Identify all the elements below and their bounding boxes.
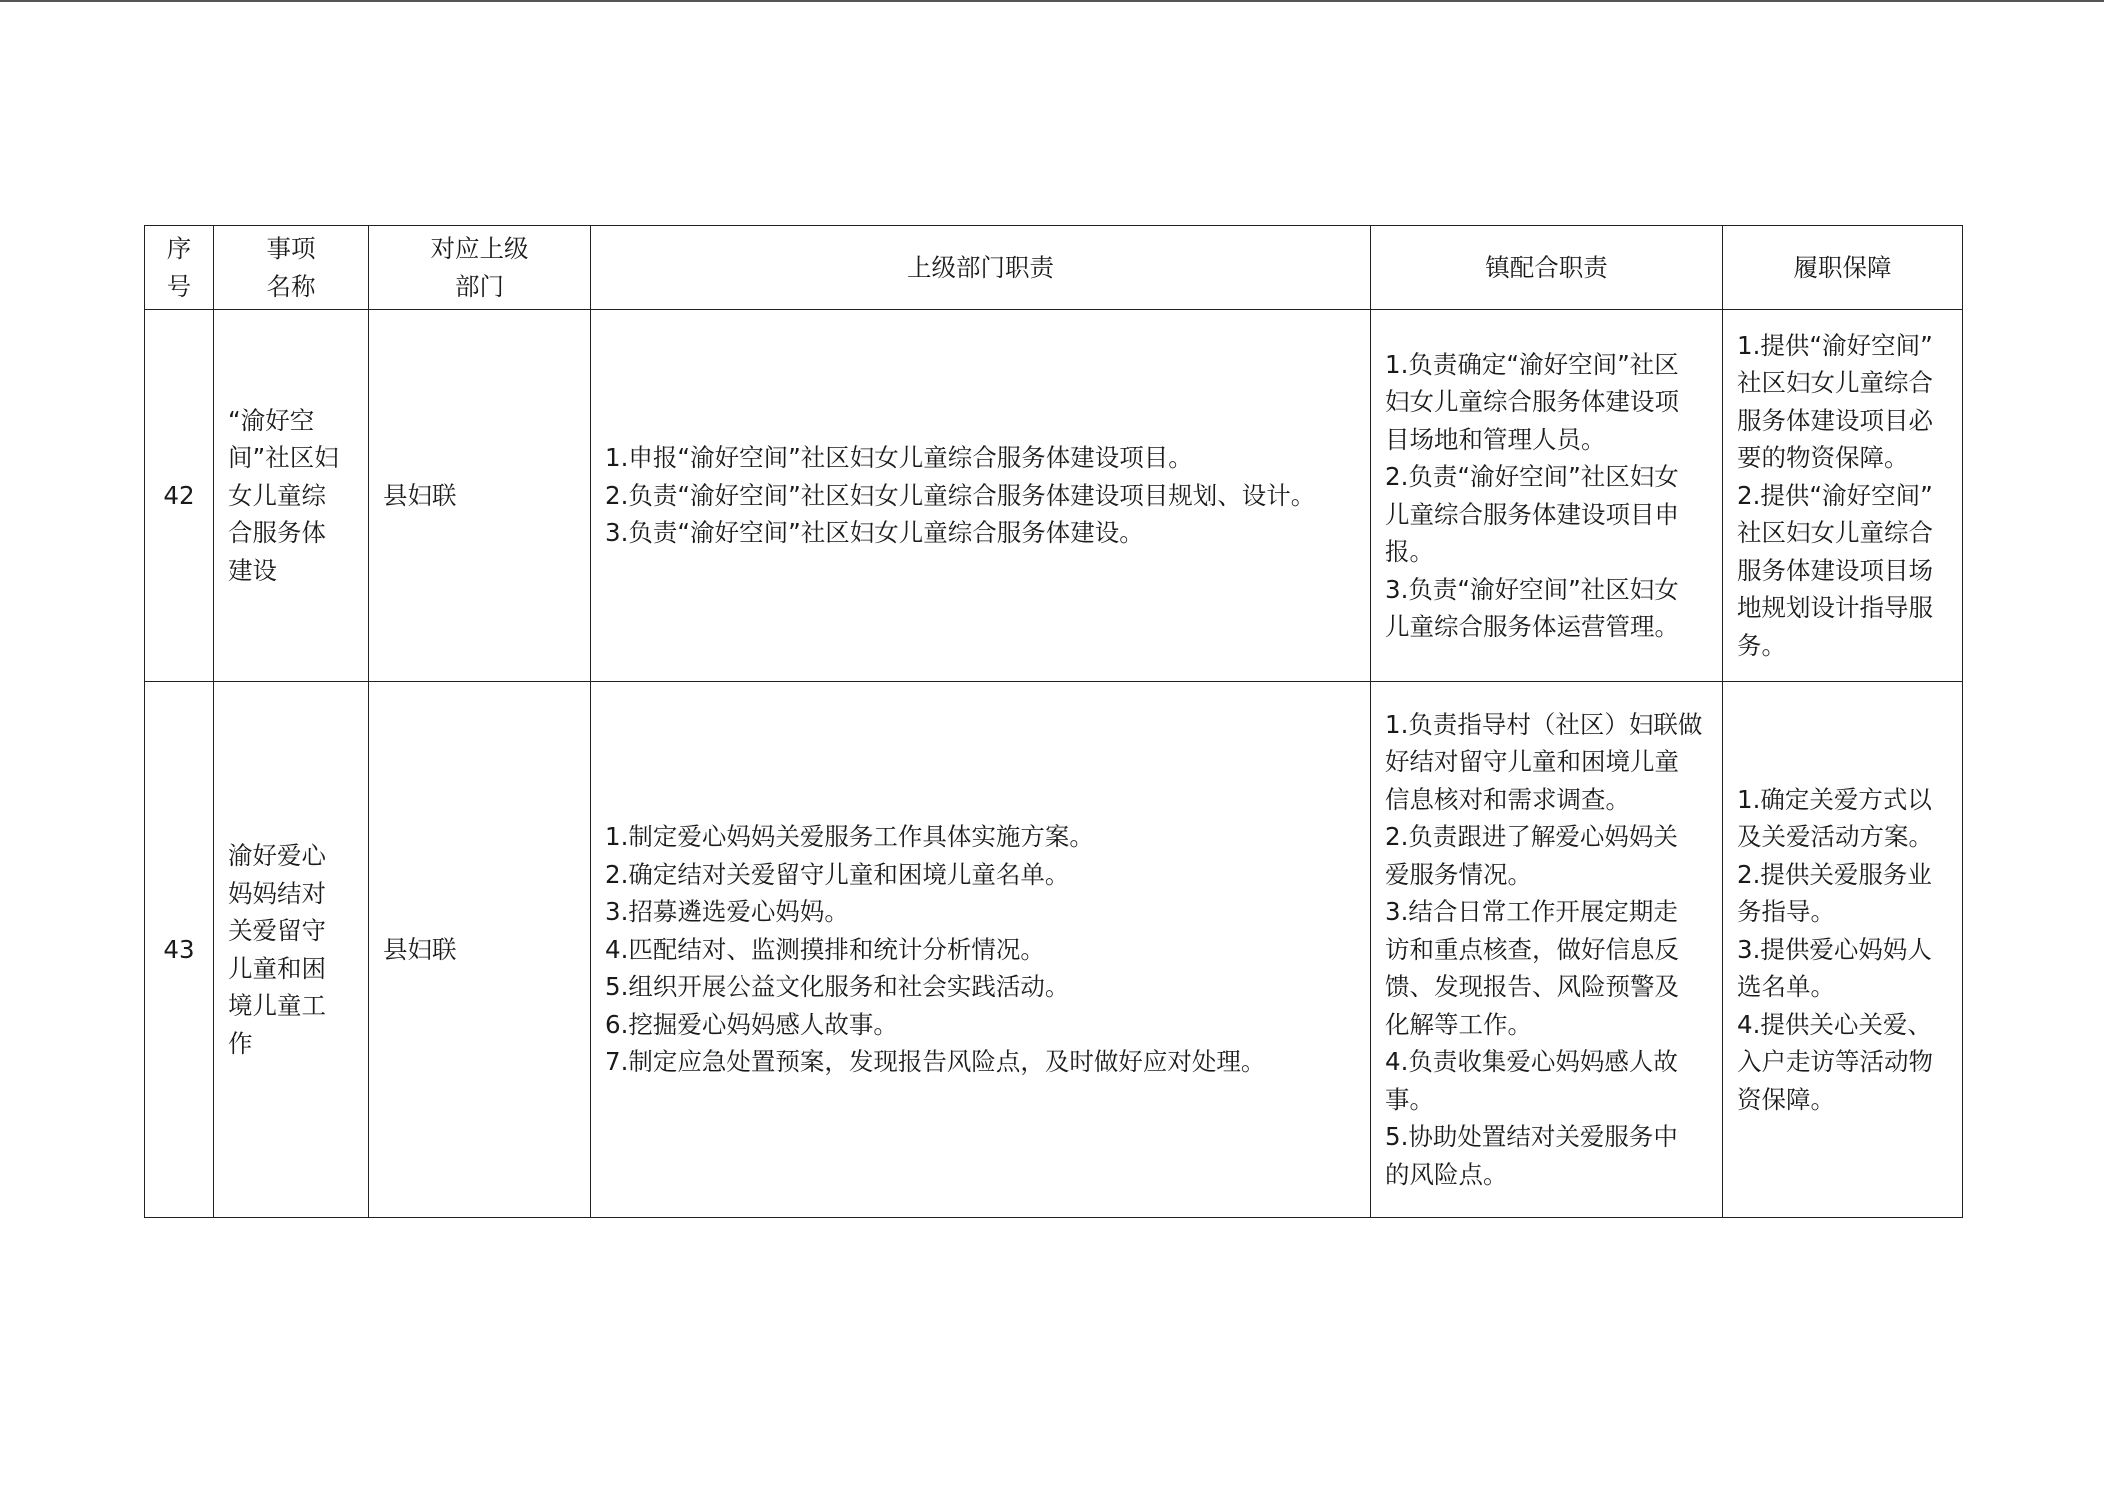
header-row: [145, 226, 1963, 310]
duty-item: 5.组织开展公益文化服务和社会实践活动。: [605, 972, 1070, 1002]
guarantee-line: 入户走访等活动物: [1737, 1047, 1933, 1077]
guarantee-line: 社区妇女儿童综合: [1737, 518, 1933, 548]
header-seq-line: 序: [166, 234, 192, 263]
row-name-line: 作: [228, 1028, 253, 1058]
header-duty: 上级部门职责: [591, 226, 1371, 310]
town-line: 好结对留守儿童和困境儿童: [1385, 747, 1679, 777]
row-seq: 43: [145, 682, 214, 1218]
row-guarantee: [1723, 682, 1963, 1218]
row-duty: [591, 682, 1371, 1218]
row-name-line: 建设: [228, 555, 277, 585]
duty-item: 1.制定爱心妈妈关爱服务工作具体实施方案。: [605, 822, 1094, 852]
header-seq: [145, 226, 214, 310]
town-line: 3.负责“渝好空间”社区妇女: [1385, 574, 1679, 604]
guarantee-line: 1.确定关爱方式以: [1737, 784, 1932, 814]
duty-item: 7.制定应急处置预案，发现报告风险点，及时做好应对处理。: [605, 1047, 1266, 1077]
duty-item: 4.匹配结对、监测摸排和统计分析情况。: [605, 934, 1045, 964]
guarantee-line: 服务体建设项目场: [1737, 555, 1933, 585]
guarantee-line: 务指导。: [1737, 897, 1835, 927]
duty-item: 2.负责“渝好空间”社区妇女儿童综合服务体建设项目规划、设计。: [605, 480, 1316, 510]
header-dept: [369, 226, 591, 310]
table-row: [145, 682, 1963, 1218]
guarantee-line: 1.提供“渝好空间”: [1737, 330, 1933, 360]
duty-item: 3.负责“渝好空间”社区妇女儿童综合服务体建设。: [605, 518, 1144, 548]
row-name-line: 关爱留守: [228, 916, 326, 945]
town-line: 访和重点核查，做好信息反: [1385, 934, 1679, 964]
town-line: 妇女儿童综合服务体建设项: [1385, 387, 1679, 416]
town-line: 化解等工作。: [1385, 1009, 1532, 1039]
guarantee-line: 务。: [1737, 630, 1786, 660]
town-line: 1.负责确定“渝好空间”社区: [1385, 349, 1679, 379]
town-line: 2.负责“渝好空间”社区妇女: [1385, 462, 1679, 491]
row-guarantee: [1723, 310, 1963, 682]
row-name: [214, 310, 369, 682]
town-line: 1.负责指导村（社区）妇联做: [1385, 709, 1703, 739]
town-line: 信息核对和需求调查。: [1385, 784, 1630, 814]
header-dept-line: 对应上级: [430, 234, 529, 263]
duty-item: 1.申报“渝好空间”社区妇女儿童综合服务体建设项目。: [605, 443, 1193, 473]
header-seq-line: 号: [166, 271, 192, 301]
row-seq: 42: [145, 310, 214, 682]
town-line: 2.负责跟进了解爱心妈妈关: [1385, 822, 1678, 852]
row-name-line: 女儿童综: [228, 480, 326, 510]
row-name-line: 合服务体: [228, 518, 326, 548]
town-line: 报。: [1385, 537, 1434, 566]
row-town: [1371, 682, 1723, 1218]
town-line: 儿童综合服务体建设项目申: [1385, 499, 1679, 529]
guarantee-line: 及关爱活动方案。: [1737, 822, 1933, 852]
guarantee-line: 2.提供“渝好空间”: [1737, 480, 1933, 510]
header-guarantee: 履职保障: [1723, 226, 1963, 310]
header-name: [214, 226, 369, 310]
town-line: 5.协助处置结对关爱服务中: [1385, 1122, 1678, 1152]
header-dept-line: 部门: [455, 271, 504, 301]
row-duty: [591, 310, 1371, 682]
guarantee-line: 地规划设计指导服: [1737, 593, 1933, 623]
row-name-line: 间”社区妇: [228, 443, 339, 473]
row-name-line: 渝好爱心: [228, 841, 326, 870]
duty-table: [144, 225, 1963, 1218]
town-line: 儿童综合服务体运营管理。: [1385, 612, 1679, 641]
table-row: [145, 310, 1963, 682]
row-name-line: 妈妈结对: [228, 878, 326, 908]
row-name: [214, 682, 369, 1218]
guarantee-line: 服务体建设项目必: [1737, 405, 1933, 435]
guarantee-line: 选名单。: [1737, 972, 1835, 1002]
town-line: 3.结合日常工作开展定期走: [1385, 897, 1678, 927]
town-line: 4.负责收集爱心妈妈感人故: [1385, 1047, 1678, 1077]
guarantee-line: 社区妇女儿童综合: [1737, 368, 1933, 398]
guarantee-line: 资保障。: [1737, 1084, 1835, 1114]
town-line: 馈、发现报告、风险预警及: [1385, 972, 1679, 1002]
guarantee-line: 要的物资保障。: [1737, 443, 1909, 473]
town-line: 的风险点。: [1385, 1159, 1508, 1189]
duty-item: 2.确定结对关爱留守儿童和困境儿童名单。: [605, 859, 1070, 889]
guarantee-line: 4.提供关心关爱、: [1737, 1009, 1932, 1039]
duty-item: 3.招募遴选爱心妈妈。: [605, 897, 849, 927]
duty-item: 6.挖掘爱心妈妈感人故事。: [605, 1009, 898, 1039]
row-town: [1371, 310, 1723, 682]
guarantee-line: 2.提供关爱服务业: [1737, 859, 1932, 889]
town-line: 事。: [1385, 1084, 1434, 1114]
header-name-line: 事项: [266, 234, 316, 263]
header-name-line: 名称: [266, 271, 316, 301]
row-name-line: “渝好空: [228, 405, 315, 435]
row-name-line: 境儿童工: [228, 991, 326, 1020]
row-name-line: 儿童和困: [228, 953, 326, 983]
guarantee-line: 3.提供爱心妈妈人: [1737, 934, 1932, 964]
header-town: 镇配合职责: [1371, 226, 1723, 310]
row-dept: 县妇联: [369, 682, 591, 1218]
town-line: 爱服务情况。: [1385, 859, 1532, 889]
row-dept: 县妇联: [369, 310, 591, 682]
town-line: 目场地和管理人员。: [1385, 424, 1606, 454]
